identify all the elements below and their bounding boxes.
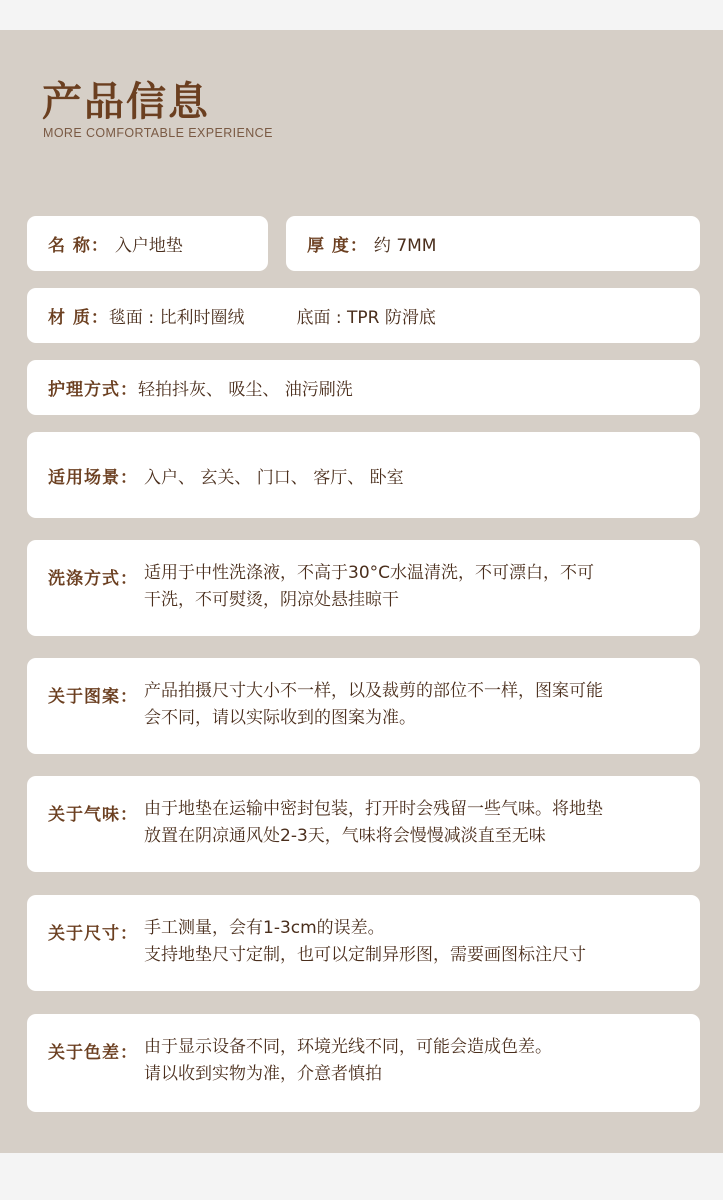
note-label: 洗涤方式： [48, 569, 138, 589]
name-label: 名 称： [48, 236, 109, 256]
material-top-value: 毯面 : 比利时圈绒 [108, 308, 245, 328]
note-line: 干洗，不可熨烫，阴凉处悬挂晾干 [144, 590, 399, 610]
note-line: 支持地垫尺寸定制，也可以定制异形图，需要画图标注尺寸 [144, 945, 586, 965]
note-line: 产品拍摄尺寸大小不一样，以及裁剪的部位不一样，图案可能 [144, 681, 603, 701]
thickness-value: 约 7MM [373, 236, 437, 256]
material-bottom-value: 底面 : TPR 防滑底 [296, 308, 436, 328]
note-card-pattern [27, 658, 700, 754]
care-value: 轻拍抖灰、 吸尘、 油污刷洗 [138, 380, 353, 400]
note-line: 手工测量，会有1-3cm的误差。 [144, 918, 385, 938]
note-line: 由于地垫在运输中密封包装，打开时会残留一些气味。将地垫 [144, 799, 603, 819]
note-line: 放置在阴凉通风处2-3天，气味将会慢慢减淡直至无味 [144, 826, 546, 846]
name-value: 入户地垫 [114, 236, 183, 256]
note-card-washing [27, 540, 700, 636]
page-title: 产品信息 [42, 79, 210, 125]
note-line: 请以收到实物为准，介意者慎拍 [144, 1064, 382, 1084]
note-label: 关于图案： [48, 687, 138, 707]
scene-label: 适用场景： [48, 467, 138, 488]
note-line: 由于显示设备不同，环境光线不同，可能会造成色差。 [144, 1037, 552, 1057]
care-card [27, 360, 700, 415]
note-label: 关于色差： [48, 1043, 138, 1063]
care-label: 护理方式： [48, 380, 138, 400]
thickness-label: 厚 度： [307, 236, 368, 256]
page-subtitle: MORE COMFORTABLE EXPERIENCE [43, 126, 273, 140]
thickness-card [286, 216, 700, 271]
note-card-size [27, 895, 700, 991]
note-card-color [27, 1014, 700, 1112]
scene-card [27, 432, 700, 518]
name-card [27, 216, 268, 271]
note-label: 关于尺寸： [48, 924, 138, 944]
note-line: 适用于中性洗涤液，不高于30°C水温清洗，不可漂白，不可 [144, 563, 595, 583]
note-card-smell [27, 776, 700, 872]
material-label: 材 质： [48, 308, 109, 328]
note-line: 会不同，请以实际收到的图案为准。 [144, 708, 416, 728]
material-card [27, 288, 700, 343]
note-label: 关于气味： [48, 805, 138, 825]
scene-value: 入户、 玄关、 门口、 客厅、 卧室 [144, 467, 404, 488]
